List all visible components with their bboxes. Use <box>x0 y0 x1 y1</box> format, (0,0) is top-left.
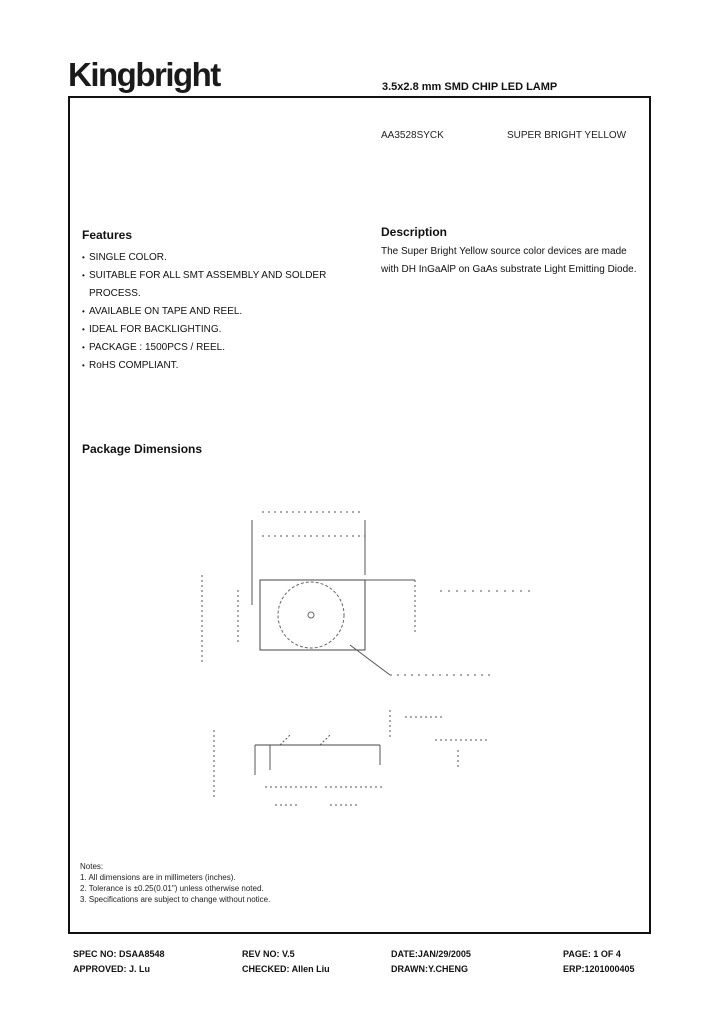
note-item: 1. All dimensions are in millimeters (inches). <box>80 873 236 882</box>
description-text <box>381 243 643 279</box>
revision-number: REV NO: V.5 <box>242 949 295 959</box>
feature-item-continuation: PROCESS. <box>89 288 141 299</box>
feature-item: • PACKAGE : 1500PCS / REEL. <box>82 339 352 357</box>
part-color-description: SUPER BRIGHT YELLOW <box>507 130 627 141</box>
package-dimensions-heading: Package Dimensions <box>82 442 203 456</box>
description-heading: Description <box>381 225 448 239</box>
feature-item: • SINGLE COLOR. <box>82 249 352 267</box>
description-line: The Super Bright Yellow source color devices are made <box>381 246 627 257</box>
document-title: 3.5x2.8 mm SMD CHIP LED LAMP <box>382 81 558 93</box>
feature-item: • AVAILABLE ON TAPE AND REEL. <box>82 303 352 321</box>
feature-item: • SUITABLE FOR ALL SMT ASSEMBLY AND SOLDER <box>82 267 352 285</box>
polarity-leader <box>350 645 390 675</box>
notes-title: Notes: <box>80 862 104 871</box>
feature-item: • RoHS COMPLIANT. <box>82 357 352 375</box>
checked-by: CHECKED: Allen Liu <box>242 964 330 974</box>
feature-item: • IDEAL FOR BACKLIGHTING. <box>82 321 352 339</box>
lens-center <box>308 612 314 618</box>
lens-outline <box>278 582 344 648</box>
drawn-by: DRAWN:Y.CHENG <box>391 964 469 974</box>
note-item: 3. Specifications are subject to change without notice. <box>80 895 271 904</box>
erp-number: ERP:1201000405 <box>563 964 635 974</box>
spec-number: SPEC NO: DSAA8548 <box>73 949 165 959</box>
note-item: 2. Tolerance is ±0.25(0.01") unless otherwise noted. <box>80 884 264 893</box>
brand-logo: Kingbright <box>68 56 220 93</box>
features-heading: Features <box>82 228 133 242</box>
notes-block <box>80 861 270 905</box>
approved-by: APPROVED: J. Lu <box>73 964 151 974</box>
page-number: PAGE: 1 OF 4 <box>563 949 621 959</box>
package-side-view <box>255 735 380 775</box>
package-top-view <box>260 580 365 650</box>
left-dimension-marks <box>202 575 238 665</box>
features-list <box>82 249 352 375</box>
package-dimension-drawing <box>190 495 530 835</box>
document-date: DATE:JAN/29/2005 <box>391 949 471 959</box>
description-line: with DH InGaAlP on GaAs substrate Light Emitting Diode. <box>381 264 637 275</box>
top-dimension-marks <box>262 512 365 536</box>
part-number: AA3528SYCK <box>381 130 444 141</box>
